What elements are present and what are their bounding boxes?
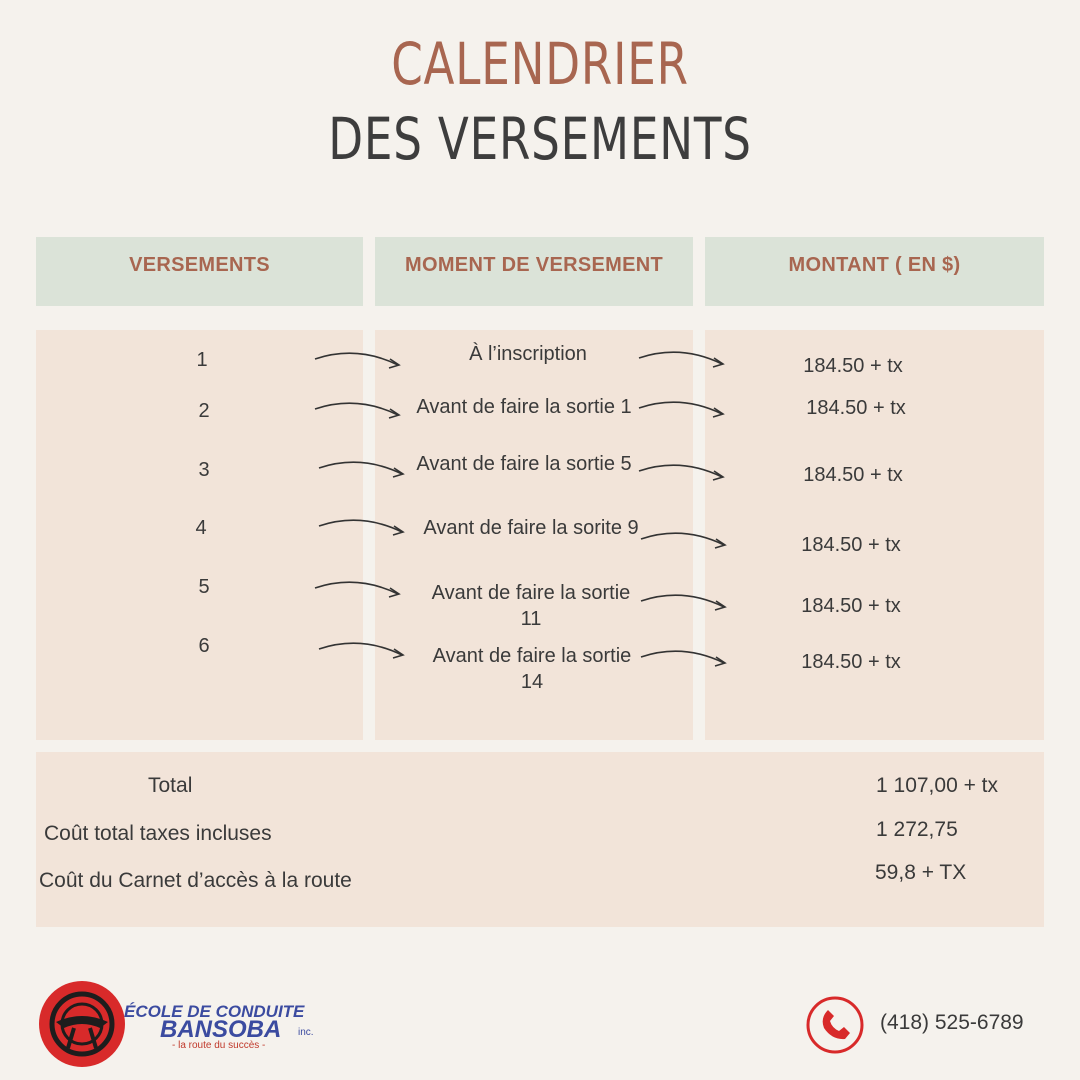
row-2-moment: Avant de faire la sortie 1 — [416, 396, 632, 418]
logo-line-1: ÉCOLE DE CONDUITE — [124, 1002, 305, 1021]
logo-line-2: BANSOBA — [160, 1016, 282, 1043]
arrow-icon — [638, 527, 730, 551]
row-5-number: 5 — [198, 576, 210, 598]
row-5-moment: Avant de faire la sortie 11 — [431, 582, 631, 630]
arrow-icon — [636, 396, 728, 420]
row-1-number: 1 — [196, 349, 208, 371]
arrow-icon — [638, 589, 730, 613]
carnet-value: 59,8 + TX — [875, 861, 967, 884]
arrow-icon — [312, 397, 404, 421]
total-value: 1 107,00 + tx — [876, 774, 999, 797]
header-moment-label: MOMENT DE VERSEMENT — [405, 254, 663, 276]
logo-suffix: inc. — [298, 1027, 314, 1038]
header-versements — [36, 237, 363, 306]
row-4-moment: Avant de faire la sorite 9 — [423, 517, 639, 539]
row-1-amount: 184.50 + tx — [803, 355, 903, 377]
row-6-amount: 184.50 + tx — [801, 651, 901, 673]
title-line-1: CALENDRIER — [391, 30, 689, 98]
phone-number: (418) 525-6789 — [880, 1011, 1024, 1034]
arrow-icon — [312, 347, 404, 371]
carnet-label: Coût du Carnet d’accès à la route — [39, 869, 352, 892]
total-taxes-value: 1 272,75 — [876, 818, 958, 841]
row-4-number: 4 — [195, 517, 207, 539]
row-6-moment: Avant de faire la sortie 14 — [432, 645, 632, 693]
arrow-icon — [312, 576, 404, 600]
row-1-moment: À l’inscription — [469, 343, 587, 365]
phone-icon — [804, 994, 866, 1056]
header-versements-label: VERSEMENTS — [129, 254, 270, 276]
header-montant — [705, 237, 1044, 306]
arrow-icon — [316, 514, 408, 538]
row-3-amount: 184.50 + tx — [803, 464, 903, 486]
logo-tagline: - la route du succès - — [172, 1040, 266, 1051]
row-2-number: 2 — [198, 400, 210, 422]
arrow-icon — [316, 637, 408, 661]
row-3-number: 3 — [198, 459, 210, 481]
row-2-amount: 184.50 + tx — [806, 397, 906, 419]
steering-wheel-icon — [38, 980, 126, 1068]
header-montant-label: MONTANT ( EN $) — [788, 254, 961, 276]
total-label: Total — [148, 774, 193, 797]
row-4-amount: 184.50 + tx — [801, 534, 901, 556]
total-taxes-label: Coût total taxes incluses — [44, 822, 272, 845]
arrow-icon — [636, 459, 728, 483]
title-line-2: DES VERSEMENTS — [328, 105, 752, 173]
row-3-moment: Avant de faire la sortie 5 — [416, 453, 632, 475]
row-5-amount: 184.50 + tx — [801, 595, 901, 617]
arrow-icon — [316, 456, 408, 480]
row-6-number: 6 — [198, 635, 210, 657]
arrow-icon — [638, 645, 730, 669]
header-moment — [375, 237, 693, 306]
arrow-icon — [636, 346, 728, 370]
